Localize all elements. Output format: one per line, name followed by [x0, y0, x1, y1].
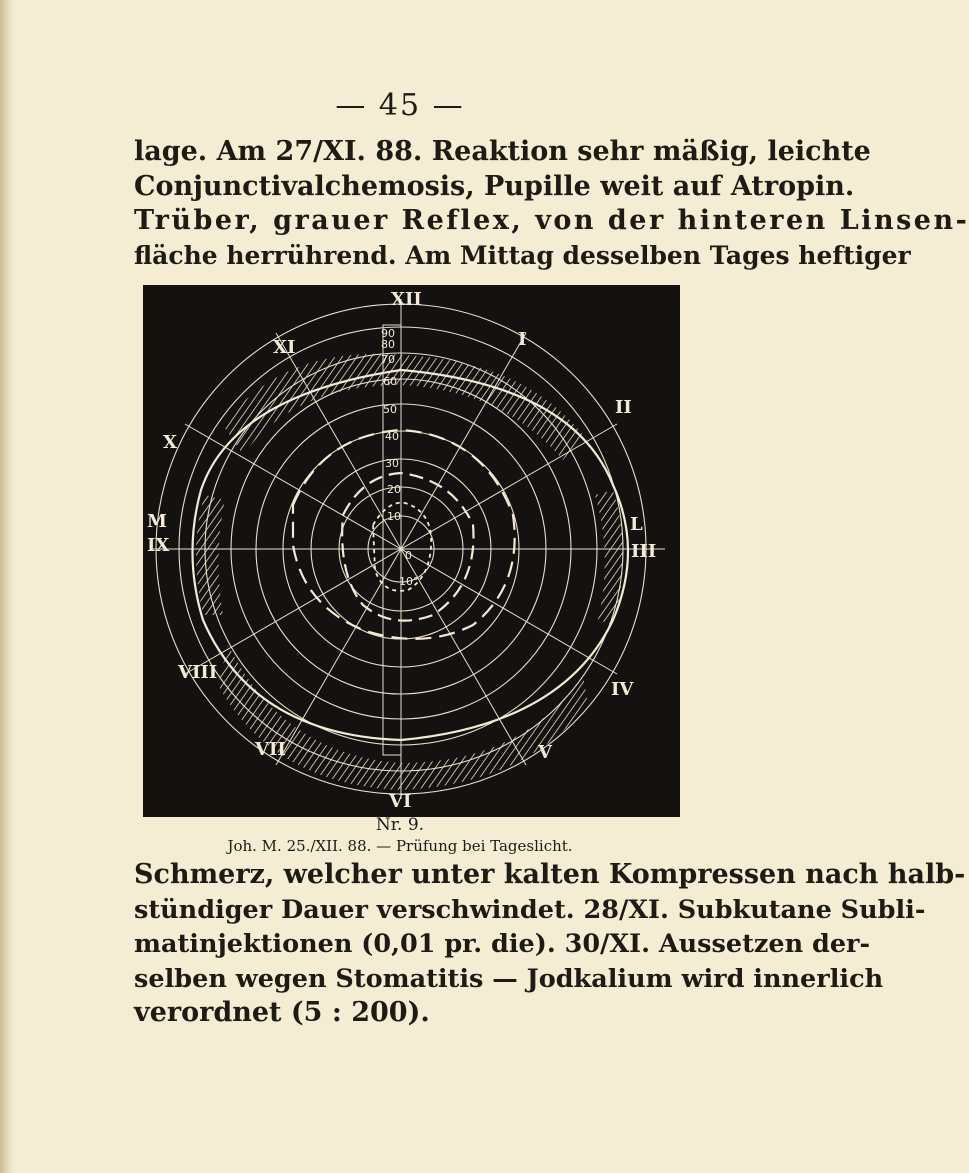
- text-line: selben wegen Stomatitis — Jodkalium wird innerlich: [134, 963, 884, 994]
- center-zero: 0: [405, 549, 412, 562]
- label-ii: II: [615, 397, 632, 418]
- deg-60: 60: [383, 375, 397, 388]
- page-number: — 45 —: [335, 88, 465, 123]
- deg-10: 10: [387, 510, 401, 523]
- text-line: Schmerz, welcher unter kalten Kompressen nach halb-: [134, 859, 966, 890]
- text-line: verordnet (5 : 200).: [134, 997, 430, 1028]
- text-line: Trüber, grauer Reflex, von der hinteren Linsen-: [134, 205, 969, 236]
- perimeter-chart: [143, 285, 680, 817]
- text-line: fläche herrührend. Am Mittag desselben Tages heftiger: [134, 240, 911, 270]
- label-v: V: [538, 742, 552, 763]
- text-line: matinjektionen (0,01 pr. die). 30/XI. Aussetzen der-: [134, 929, 871, 959]
- deg-20: 20: [387, 483, 401, 496]
- label-vii: VII: [255, 739, 286, 760]
- label-xii: XII: [391, 289, 422, 310]
- text-line: lage. Am 27/XI. 88. Reaktion sehr mäßig, leichte: [134, 136, 871, 167]
- label-xi: XI: [273, 337, 296, 358]
- deg-70: 70: [381, 353, 395, 366]
- inner-ten: 10°: [399, 575, 419, 588]
- label-i: I: [518, 329, 527, 350]
- paragraph-bottom: [134, 858, 966, 1031]
- label-l: L: [630, 514, 643, 535]
- text-line: Conjunctivalchemosis, Pupille weit auf Atropin.: [134, 170, 855, 202]
- page-binding-shadow: [0, 0, 14, 1173]
- label-vi: VI: [389, 791, 412, 812]
- label-viii: VIII: [178, 662, 218, 683]
- label-x: X: [163, 432, 177, 453]
- paragraph-top: [134, 135, 969, 273]
- deg-30: 30: [385, 457, 399, 470]
- label-iii: III: [631, 541, 657, 562]
- figure-number: Nr. 9.: [375, 815, 425, 835]
- deg-80: 80: [381, 338, 395, 351]
- text-line: stündiger Dauer verschwindet. 28/XI. Subkutane Subli-: [134, 894, 926, 925]
- label-m: M: [147, 511, 167, 532]
- deg-90: 90: [381, 327, 395, 340]
- label-iv: IV: [611, 679, 634, 700]
- label-ix: IX: [147, 535, 170, 556]
- deg-50: 50: [383, 403, 397, 416]
- figure-caption: Joh. M. 25./XII. 88. — Prüfung bei Tageslicht.: [227, 837, 573, 855]
- perimeter-svg: [143, 285, 680, 817]
- deg-40: 40: [385, 430, 399, 443]
